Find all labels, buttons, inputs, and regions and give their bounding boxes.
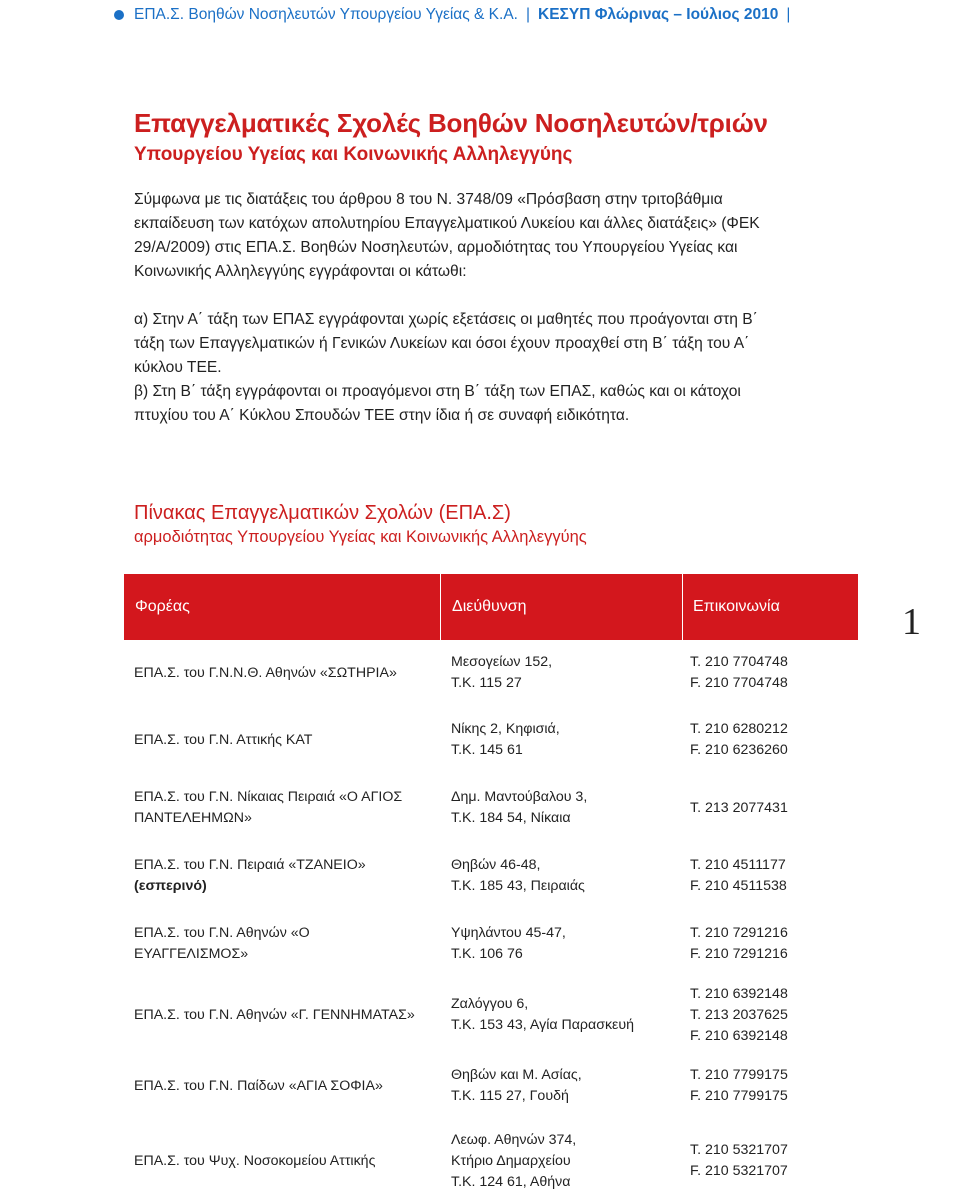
address-cell bbox=[441, 787, 683, 829]
clause-line: κύκλου ΤΕΕ. bbox=[134, 359, 222, 376]
address-line: Θηβών και Μ. Ασίας, bbox=[451, 1067, 582, 1083]
contact-line: Τ. 210 6392148 bbox=[690, 985, 788, 1002]
address-line: Τ.Κ. 145 61 bbox=[451, 742, 523, 758]
table-header bbox=[124, 574, 858, 640]
address-line: Τ.Κ. 153 43, Αγία Παρασκευή bbox=[451, 1017, 635, 1033]
table-row bbox=[124, 706, 858, 774]
header-cell-address: Διεύθυνση bbox=[441, 574, 683, 640]
address-cell bbox=[441, 855, 683, 897]
school-line: ΕΠΑ.Σ. του Ψυχ. Νοσοκομείου Αττικής bbox=[134, 1152, 376, 1169]
school-line: ΕΥΑΓΓΕΛΙΣΜΟΣ» bbox=[134, 946, 249, 962]
school-line: ΕΠΑ.Σ. του Γ.Ν. Αττικής ΚΑΤ bbox=[134, 731, 313, 748]
school-line: ΕΠΑ.Σ. του Γ.Ν. Νίκαιας Πειραιά «Ο ΑΓΙΟΣ bbox=[134, 789, 403, 805]
header-separator: | bbox=[525, 6, 531, 23]
contact-line: Τ. 213 2077431 bbox=[690, 799, 788, 816]
intro-line: εκπαίδευση των κατόχων απολυτηρίου Επαγγελματικού Λυκείου και άλλες διατάξεις» (ΦΕΚ bbox=[134, 215, 760, 232]
address-line: Λεωφ. Αθηνών 374, bbox=[451, 1131, 577, 1148]
contact-cell bbox=[683, 1065, 858, 1107]
address-cell bbox=[441, 1130, 683, 1193]
contact-line: Τ. 213 2037625 bbox=[690, 1006, 788, 1023]
page-subtitle: Υπουργείου Υγείας και Κοινωνικής Αλληλεγγύης bbox=[134, 144, 573, 165]
school-cell bbox=[124, 787, 441, 829]
header-kesyp: ΚΕΣΥΠ Φλώρινας – Ιούλιος 2010 bbox=[538, 6, 779, 23]
clause-line: τάξη των Επαγγελματικών ή Γενικών Λυκείων και όσοι έχουν προαχθεί στη Β΄ τάξη του Α΄ bbox=[134, 335, 750, 352]
school-line: ΕΠΑ.Σ. του Γ.Ν.Ν.Θ. Αθηνών «ΣΩΤΗΡΙΑ» bbox=[134, 664, 397, 681]
schools-table bbox=[124, 574, 858, 1202]
address-line: Τ.Κ. 115 27 bbox=[451, 675, 522, 691]
contact-cell bbox=[683, 1140, 858, 1182]
address-line: Κτήριο Δημαρχείου bbox=[451, 1152, 571, 1169]
contact-cell bbox=[683, 719, 858, 761]
address-line: Υψηλάντου 45-47, bbox=[451, 925, 566, 941]
school-cell bbox=[124, 1076, 441, 1097]
intro-line: 29/Α/2009) στις ΕΠΑ.Σ. Βοηθών Νοσηλευτών, αρμοδιότητας του Υπουργείου Υγείας και bbox=[134, 239, 738, 256]
contact-line: Τ. 210 7291216 bbox=[690, 925, 788, 941]
contact-line: Τ. 210 7704748 bbox=[690, 654, 788, 670]
address-line: Τ.Κ. 124 61, Αθήνα bbox=[451, 1173, 571, 1190]
header-cell-contact: Επικοινωνία bbox=[693, 598, 780, 615]
address-cell bbox=[441, 1065, 683, 1107]
bullet-dot-icon bbox=[114, 10, 124, 20]
intro-line: Κοινωνικής Αλληλεγγύης εγγράφονται οι κάτωθι: bbox=[134, 263, 467, 280]
table-row bbox=[124, 910, 858, 978]
contact-line: F. 210 7704748 bbox=[690, 675, 788, 691]
contact-line: F. 210 7799175 bbox=[690, 1088, 788, 1104]
contact-cell bbox=[683, 984, 858, 1047]
address-cell bbox=[441, 923, 683, 965]
contact-line: F. 210 5321707 bbox=[690, 1163, 788, 1179]
contact-line: Τ. 210 7799175 bbox=[690, 1067, 788, 1083]
header-separator-end: | bbox=[786, 6, 791, 23]
address-line: Τ.Κ. 185 43, Πειραιάς bbox=[451, 878, 585, 894]
header-org: ΕΠΑ.Σ. Βοηθών Νοσηλευτών Υπουργείου Υγείας & Κ.Α. bbox=[134, 6, 518, 23]
page-title: Επαγγελματικές Σχολές Βοηθών Νοσηλευτών/τριών bbox=[134, 108, 768, 138]
contact-line: F. 210 6236260 bbox=[690, 742, 788, 758]
contact-cell bbox=[683, 855, 858, 897]
contact-line: Τ. 210 5321707 bbox=[690, 1142, 788, 1158]
school-line: ΕΠΑ.Σ. του Γ.Ν. Αθηνών «Ο bbox=[134, 925, 310, 941]
school-cell bbox=[124, 855, 441, 897]
contact-line: Τ. 210 4511177 bbox=[690, 857, 786, 873]
table-row bbox=[124, 774, 858, 842]
intro-line: Σύμφωνα με τις διατάξεις του άρθρου 8 του Ν. 3748/09 «Πρόσβαση στην τριτοβάθμια bbox=[134, 191, 723, 208]
school-line: ΠΑΝΤΕΛΕΗΜΩΝ» bbox=[134, 810, 252, 826]
address-cell bbox=[441, 994, 683, 1036]
school-cell bbox=[124, 730, 441, 751]
clause-line: α) Στην Α΄ τάξη των ΕΠΑΣ εγγράφονται χωρίς εξετάσεις οι μαθητές που προάγονται στη Β΄ bbox=[134, 311, 758, 328]
table-row bbox=[124, 978, 858, 1052]
table-subtitle: αρμοδιότητας Υπουργείου Υγείας και Κοινωνικής Αλληλεγγύης bbox=[134, 528, 587, 546]
address-line: Τ.Κ. 106 76 bbox=[451, 946, 523, 962]
contact-cell bbox=[683, 652, 858, 694]
address-line: Νίκης 2, Κηφισιά, bbox=[451, 721, 560, 737]
school-line: ΕΠΑ.Σ. του Γ.Ν. Παίδων «ΑΓΙΑ ΣΟΦΙΑ» bbox=[134, 1077, 383, 1094]
running-header bbox=[134, 4, 798, 26]
school-line: ΕΠΑ.Σ. του Γ.Ν. Πειραιά «ΤΖΑΝΕΙΟ» bbox=[134, 857, 366, 873]
school-line-evening: (εσπερινό) bbox=[134, 878, 207, 894]
contact-cell bbox=[683, 798, 858, 819]
intro-paragraph bbox=[134, 188, 834, 284]
header-cell-agency: Φορέας bbox=[124, 574, 441, 640]
table-title: Πίνακας Επαγγελματικών Σχολών (ΕΠΑ.Σ) bbox=[134, 502, 511, 524]
table-row bbox=[124, 842, 858, 910]
address-line: Τ.Κ. 184 54, Νίκαια bbox=[451, 810, 571, 826]
address-line: Τ.Κ. 115 27, Γουδή bbox=[451, 1088, 569, 1104]
school-cell bbox=[124, 1005, 441, 1026]
address-line: Ζαλόγγου 6, bbox=[451, 996, 529, 1012]
contact-line: F. 210 7291216 bbox=[690, 946, 788, 962]
table-row bbox=[124, 1052, 858, 1120]
school-cell bbox=[124, 923, 441, 965]
school-cell bbox=[124, 663, 441, 684]
address-cell bbox=[441, 719, 683, 761]
school-line: ΕΠΑ.Σ. του Γ.Ν. Αθηνών «Γ. ΓΕΝΝΗΜΑΤΑΣ» bbox=[134, 1006, 415, 1023]
address-line: Δημ. Μαντούβαλου 3, bbox=[451, 789, 588, 805]
enrollment-clauses bbox=[134, 308, 834, 428]
contact-line: F. 210 6392148 bbox=[690, 1027, 788, 1044]
address-cell bbox=[441, 652, 683, 694]
address-line: Θηβών 46-48, bbox=[451, 857, 541, 873]
page-number: 1 bbox=[902, 601, 921, 643]
table-row bbox=[124, 640, 858, 706]
contact-line: F. 210 4511538 bbox=[690, 878, 787, 894]
clause-line: πτυχίου του Α΄ Κύκλου Σπουδών ΤΕΕ στην ίδια ή σε συναφή ειδικότητα. bbox=[134, 407, 630, 424]
contact-line: Τ. 210 6280212 bbox=[690, 721, 788, 737]
clause-line: β) Στη Β΄ τάξη εγγράφονται οι προαγόμενοι στη Β΄ τάξη των ΕΠΑΣ, καθώς και οι κάτοχοι bbox=[134, 383, 741, 400]
address-line: Μεσογείων 152, bbox=[451, 654, 553, 670]
contact-cell bbox=[683, 923, 858, 965]
school-cell bbox=[124, 1151, 441, 1172]
